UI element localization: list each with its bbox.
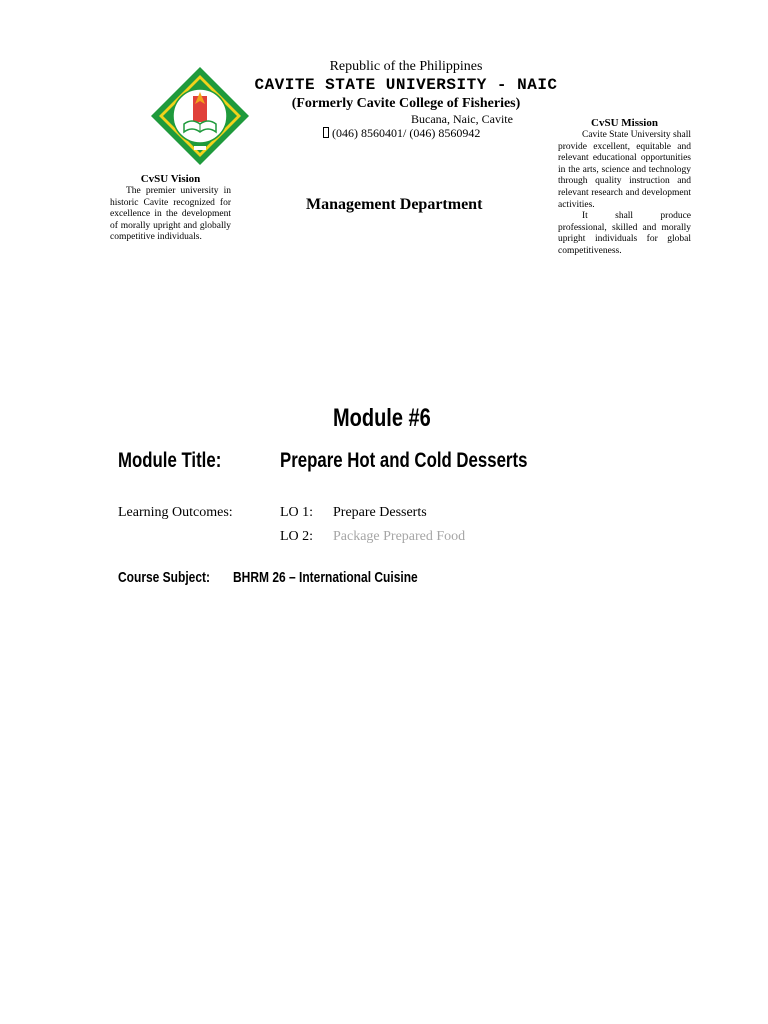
outcome-code: LO 1: — [280, 505, 314, 520]
phone-line — [323, 126, 480, 141]
phone-numbers: (046) 8560401/ (046) 8560942 — [332, 126, 481, 140]
outcome-text: Package Prepared Food — [333, 529, 466, 544]
former-name: (Formerly Cavite College of Fisheries) — [291, 96, 521, 111]
vision-title: CvSU Vision — [140, 173, 201, 185]
mission-paragraph-2: It shall produce professional, skilled and morally upright individuals for global competitiveness. — [558, 211, 691, 256]
module-number: Module #6 — [333, 404, 431, 432]
outcome-code: LO 2: — [280, 529, 314, 544]
module-title-label: Module Title: — [118, 449, 222, 472]
address: Bucana, Naic, Cavite — [411, 112, 513, 126]
module-title: Prepare Hot and Cold Desserts — [280, 449, 528, 472]
course-subject-label: Course Subject: — [118, 569, 211, 586]
mission-paragraph-1: Cavite State University shall provide excellent, equitable and relevant educational opportunities in the arts, science and technology through quality instruction and relevant research and development activities. — [558, 130, 691, 210]
course-subject: BHRM 26 – International Cuisine — [233, 569, 418, 586]
vision-text: The premier university in historic Cavite recognized for excellence in the development of morally upright and globally competitive individuals. — [110, 186, 231, 243]
mission-title: CvSU Mission — [591, 117, 658, 129]
phone-icon — [323, 127, 329, 138]
outcome-text: Prepare Desserts — [333, 505, 427, 520]
republic-line: Republic of the Philippines — [329, 59, 483, 74]
university-name: CAVITE STATE UNIVERSITY - NAIC — [254, 76, 558, 94]
mission-text — [558, 130, 691, 258]
learning-outcomes-label: Learning Outcomes: — [118, 505, 233, 520]
department-title: Management Department — [306, 196, 483, 213]
